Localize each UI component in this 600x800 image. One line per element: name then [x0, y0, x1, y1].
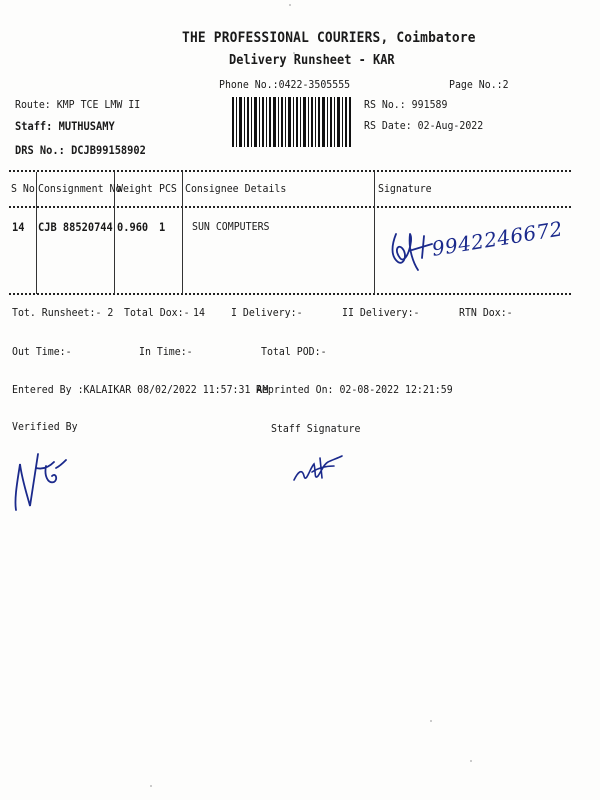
cell-consignee: SUN COMPUTERS	[192, 220, 270, 233]
column-divider	[182, 172, 183, 294]
table-top-rule	[9, 170, 571, 172]
col-header-weight: Weight	[117, 182, 153, 195]
page-number: Page No.:2	[449, 78, 509, 91]
total-dox-label: Total Dox:-	[124, 306, 190, 319]
handwritten-phone: 9942246672	[430, 216, 565, 261]
out-time: Out Time:-	[12, 345, 72, 358]
cell-sno: 14	[12, 220, 25, 234]
col-header-signature: Signature	[378, 182, 432, 195]
company-title: THE PROFESSIONAL COURIERS, Coimbatore	[182, 30, 476, 46]
col-header-pcs: PCS	[159, 182, 177, 195]
column-divider	[36, 172, 37, 294]
verified-by-label: Verified By	[12, 420, 78, 433]
scan-speck	[430, 720, 432, 722]
table-bottom-rule	[9, 293, 571, 295]
rs-date: RS Date: 02-Aug-2022	[364, 119, 484, 132]
total-pod: Total POD:-	[261, 345, 327, 358]
staff-signature	[292, 450, 344, 490]
staff-label: Staff: MUTHUSAMY	[15, 119, 115, 133]
col-header-sno: S No	[11, 182, 35, 195]
tot-runsheet: Tot. Runsheet:- 2	[12, 306, 114, 319]
cell-pcs: 1	[159, 220, 166, 234]
cell-consignment: CJB 88520744	[38, 220, 113, 234]
rs-number: RS No.: 991589	[364, 98, 448, 111]
consignee-signature	[388, 228, 438, 274]
in-time: In Time:-	[139, 345, 193, 358]
ii-delivery: II Delivery:-	[342, 306, 420, 319]
staff-signature-label: Staff Signature	[271, 422, 361, 435]
drs-number: DRS No.: DCJB99158902	[15, 143, 146, 157]
scan-speck	[289, 4, 291, 6]
sheet-title: Delivery Runsheet - KAR	[229, 53, 395, 68]
table-header-rule	[9, 206, 571, 208]
barcode	[232, 97, 352, 147]
route-label: Route: KMP TCE LMW II	[15, 98, 141, 111]
rtn-dox: RTN Dox:-	[459, 306, 513, 319]
entered-by: Entered By :KALAIKAR 08/02/2022 11:57:31 AM	[12, 383, 269, 396]
reprinted-on: Reprinted On: 02-08-2022 12:21:59	[256, 383, 453, 396]
phone-number: Phone No.:0422-3505555	[219, 78, 351, 91]
column-divider	[374, 172, 375, 294]
scan-speck	[150, 785, 152, 787]
verifier-signature	[10, 448, 70, 520]
scan-speck	[470, 760, 472, 762]
cell-weight: 0.960	[117, 220, 149, 234]
i-delivery: I Delivery:-	[231, 306, 303, 319]
col-header-consignee: Consignee Details	[185, 182, 287, 195]
col-header-consignment: Consignment No	[38, 182, 122, 195]
total-dox-value: 14	[193, 306, 205, 319]
